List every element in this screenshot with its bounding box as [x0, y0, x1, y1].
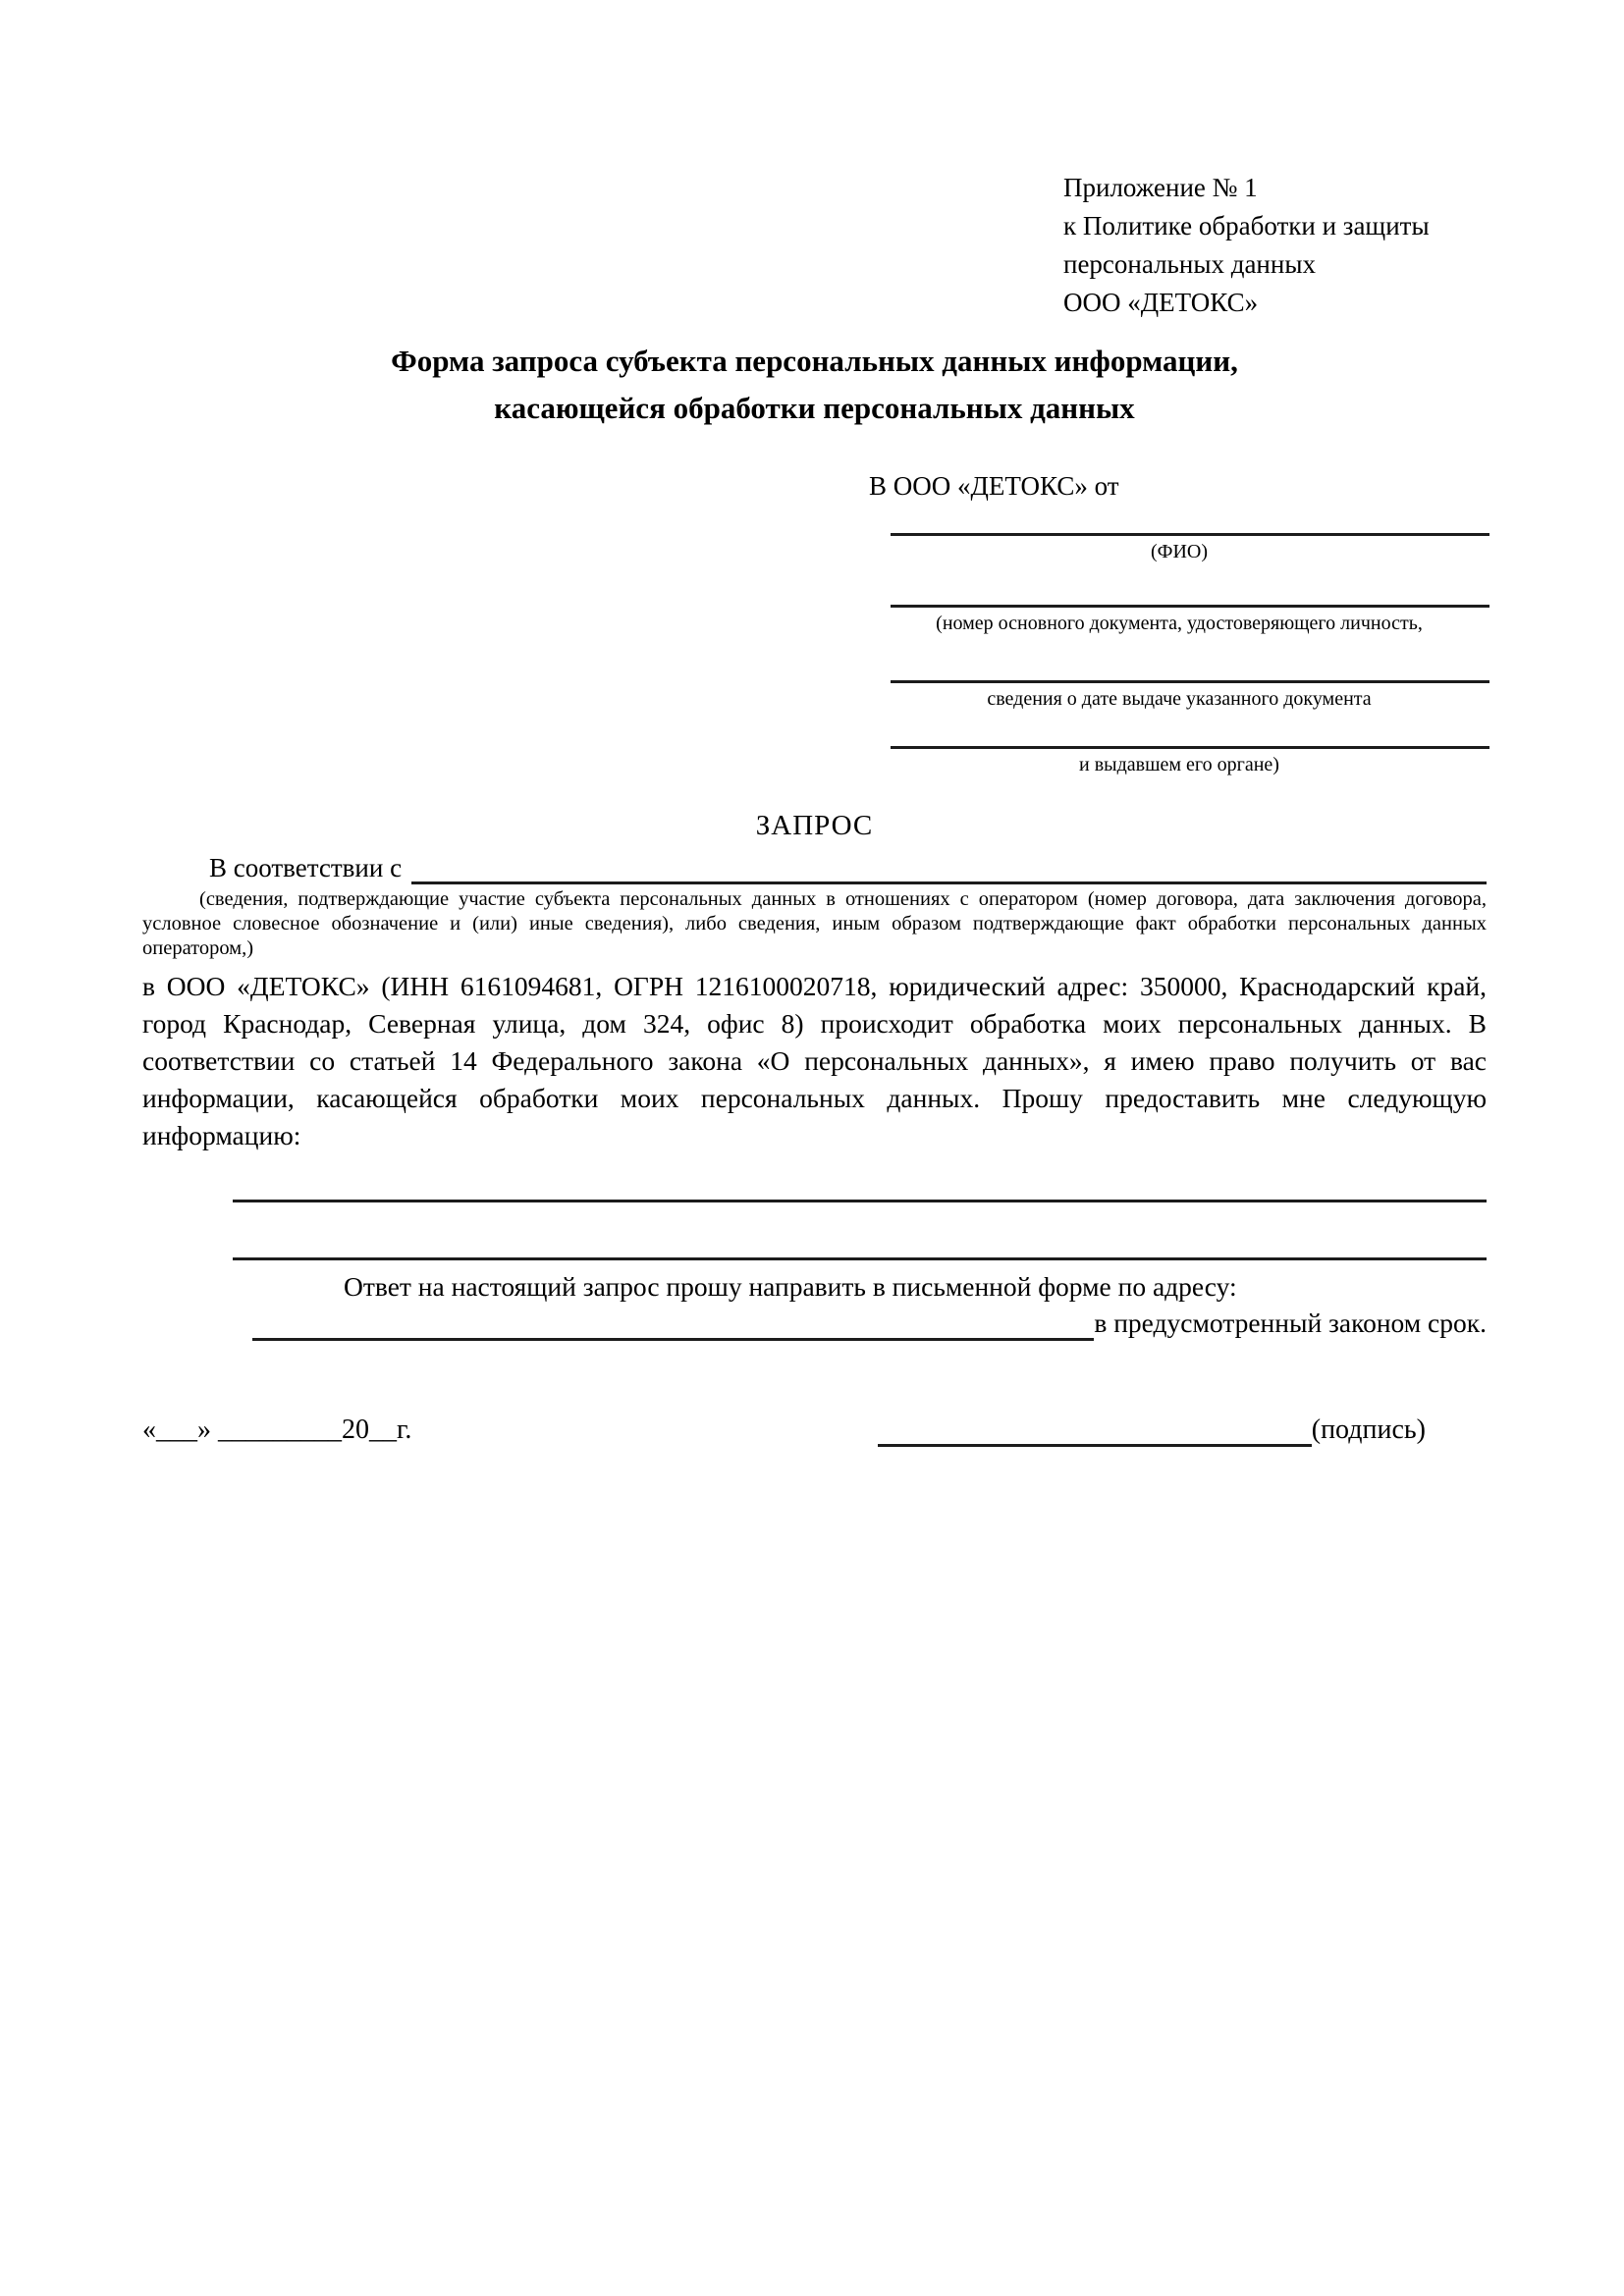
- signature-caption: (подпись): [1311, 1415, 1426, 1445]
- page-title-line-2: касающейся обработки персональных данных: [494, 391, 1135, 425]
- requested-info-field-1[interactable]: [233, 1154, 1487, 1202]
- page-title-line-1: Форма запроса субъекта персональных данных информации,: [391, 344, 1238, 378]
- request-body: в ООО «ДЕТОКС» (ИНН 6161094681, ОГРН 1216100020718, юридический адрес: 350000, Краснодарский край, город Краснодар, Северная улица, дом 324, офис 8) происходит обработка моих персональных данных. В соответствии со статьей 14 Федерального закона «О персональных данных», я имею право получить от вас информации, касающейся обработки моих персональных данных. Прошу предоставить мне следующую информацию:: [142, 971, 1487, 1150]
- appendix-line: ООО «ДЕТОКС»: [1063, 288, 1259, 317]
- page-title: [142, 338, 1487, 432]
- addressee-label: В ООО «ДЕТОКС» от: [869, 471, 1119, 501]
- reply-deadline-text: в предусмотренный законом срок.: [1094, 1308, 1487, 1338]
- appendix-line: к Политике обработки и защиты: [1063, 211, 1430, 240]
- basis-row: [142, 851, 1487, 884]
- signature-block: [878, 1414, 1426, 1447]
- appendix-line: персональных данных: [1063, 249, 1316, 279]
- reply-address-field[interactable]: [252, 1308, 1094, 1341]
- issuer-field[interactable]: [891, 711, 1489, 749]
- id-document-caption: (номер основного документа, удостоверяющего личность,: [936, 613, 1423, 634]
- reply-address-row: [142, 1306, 1487, 1341]
- id-document-field[interactable]: [891, 563, 1489, 608]
- issue-date-caption: сведения о дате выдаче указанного документа: [987, 688, 1372, 710]
- signature-field[interactable]: [878, 1415, 1312, 1447]
- signature-row: [142, 1414, 1487, 1447]
- request-heading: ЗАПРОС: [755, 810, 874, 841]
- document-content: [142, 0, 1487, 1447]
- basis-footnote: (сведения, подтверждающие участие субъекта персональных данных в отношениях с оператором (номер договора, дата заключения договора, условное словесное обозначение и (или) иные сведения), либо сведения, иным образом подтверждающие факт обработки персональных данных оператором,): [142, 888, 1487, 959]
- requested-info-field-2[interactable]: [233, 1202, 1487, 1260]
- reply-paragraph: Ответ на настоящий запрос прошу направить в письменной форме по адресу:: [344, 1271, 1237, 1302]
- date-field[interactable]: «___» _________20__г.: [142, 1415, 412, 1445]
- appendix-block: [1063, 169, 1487, 322]
- issuer-caption: и выдавшем его органе): [1079, 754, 1279, 775]
- fio-field[interactable]: [891, 503, 1489, 536]
- basis-label: В соответствии с: [209, 853, 403, 882]
- basis-field[interactable]: [411, 852, 1487, 884]
- issue-date-field[interactable]: [891, 635, 1489, 683]
- fio-caption: (ФИО): [1150, 541, 1208, 562]
- addressee-block: [869, 469, 1489, 776]
- appendix-line: Приложение № 1: [1063, 173, 1258, 202]
